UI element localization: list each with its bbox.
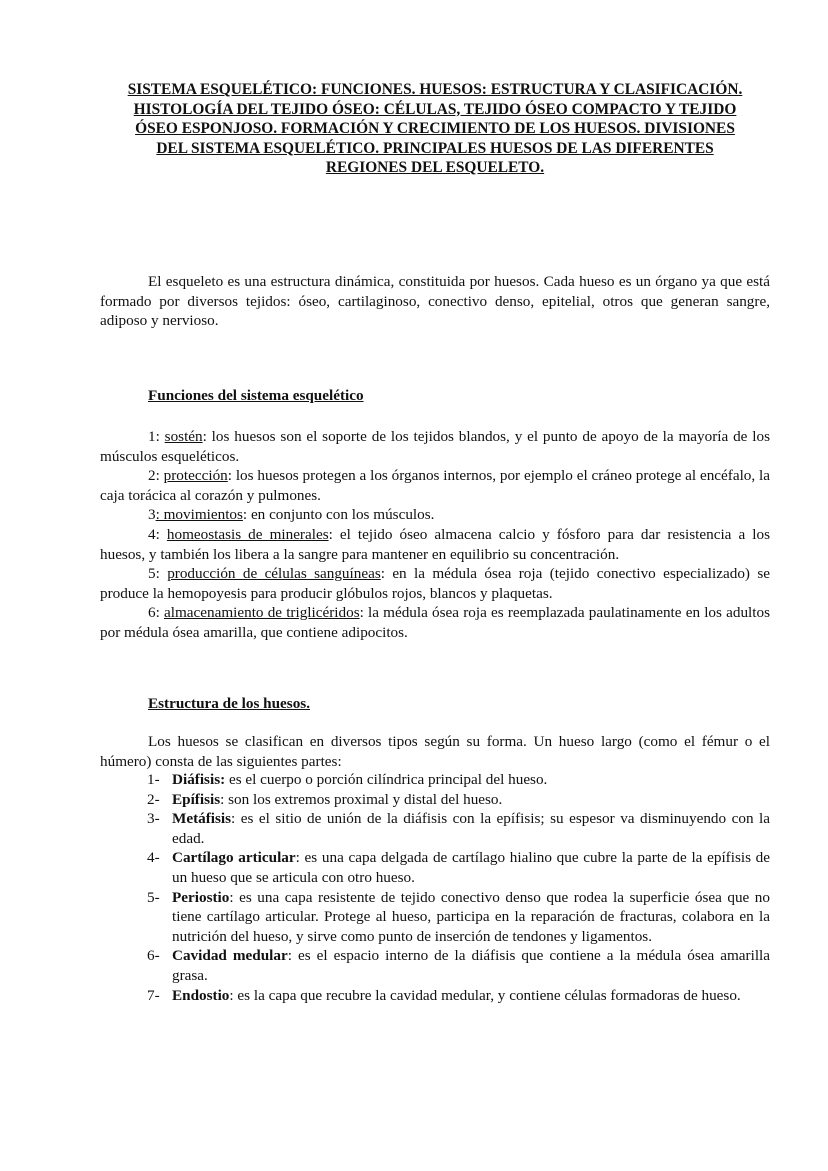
functions-heading: Funciones del sistema esquelético <box>148 387 364 404</box>
function-text: : la médula ósea roja es reemplazada paulatinamente en los adultos por médula ósea amarilla, que contiene adipocitos. <box>100 604 770 641</box>
bone-parts-list <box>100 770 770 1005</box>
structure-intro: Los huesos se clasifican en diversos tipos según su forma. Un hueso largo (como el fémur o el húmero) consta de las siguientes partes: <box>100 733 770 770</box>
function-item <box>100 603 770 642</box>
part-term: Metáfisis <box>172 810 232 828</box>
part-text: : es una capa delgada de cartílago hialino que cubre la parte de la epífisis de un hueso que se articula con otro hueso. <box>172 849 771 886</box>
function-term: : movimientos <box>155 506 243 524</box>
list-item <box>100 946 770 985</box>
list-item <box>100 986 770 1006</box>
list-number: 6- <box>147 947 160 965</box>
structure-heading: Estructura de los huesos. <box>148 695 311 712</box>
function-text: : en la médula ósea roja (tejido conectivo especializado) se produce la hemopoyesis para producir glóbulos rojos, blancos y plaquetas. <box>100 565 770 602</box>
function-item <box>100 427 770 466</box>
function-text: : el tejido óseo almacena calcio y fósforo para dar resistencia a los huesos, y también los libera a la sangre para mantener en equilibrio su concentración. <box>100 525 770 563</box>
function-number: 1: <box>148 428 165 445</box>
title-line: SISTEMA ESQUELÉTICO: FUNCIONES. HUESOS: ESTRUCTURA Y CLASIFICACIÓN. <box>127 81 743 98</box>
function-term: protección <box>163 467 228 485</box>
list-number: 7- <box>147 986 160 1004</box>
part-term: Endostio <box>172 986 230 1004</box>
function-number: 4: <box>148 525 167 543</box>
list-number: 4- <box>147 849 160 867</box>
function-term: sostén <box>164 428 203 445</box>
part-text: : es el sitio de unión de la diáfisis con la epífisis; su espesor va disminuyendo con la edad. <box>172 810 770 847</box>
list-number: 5- <box>147 888 160 906</box>
function-term: almacenamiento de triglicéridos <box>164 604 360 622</box>
function-number: 3 <box>148 506 156 524</box>
list-number: 2- <box>147 790 160 808</box>
list-item <box>100 888 770 947</box>
title-line: REGIONES DEL ESQUELETO. <box>325 159 545 176</box>
title-line: DEL SISTEMA ESQUELÉTICO. PRINCIPALES HUESOS DE LAS DIFERENTES <box>156 139 714 157</box>
list-item <box>100 790 770 810</box>
part-text: : es la capa que recubre la cavidad medular, y contiene células formadoras de hueso. <box>229 986 741 1004</box>
function-item <box>100 466 770 505</box>
title-line: HISTOLOGÍA DEL TEJIDO ÓSEO: CÉLULAS, TEJIDO ÓSEO COMPACTO Y TEJIDO <box>133 100 737 118</box>
part-term: Periostio <box>172 888 230 906</box>
title-line: ÓSEO ESPONJOSO. FORMACIÓN Y CRECIMIENTO DE LOS HUESOS. DIVISIONES <box>135 120 735 137</box>
intro-paragraph: El esqueleto es una estructura dinámica, constituida por huesos. Cada hueso es un órgano ya que está formado por diversos tejidos: óseo, cartilaginoso, conectivo denso, epitelial, otros que generan sangre, adiposo y nervioso. <box>100 273 770 330</box>
function-number: 2: <box>148 467 164 485</box>
part-text: es el cuerpo o porción cilíndrica principal del hueso. <box>225 771 548 788</box>
function-number: 6: <box>148 604 164 622</box>
function-item <box>100 525 770 564</box>
part-term: Epífisis <box>172 790 221 808</box>
list-number: 3- <box>147 810 160 828</box>
part-text: : son los extremos proximal y distal del hueso. <box>220 790 503 808</box>
function-text: : los huesos protegen a los órganos internos, por ejemplo el cráneo protege al encéfalo, la caja torácica al corazón y pulmones. <box>100 467 770 504</box>
part-term: Cartílago articular <box>172 849 296 867</box>
part-text: : es una capa resistente de tejido conectivo denso que rodea la superficie ósea que no tiene cartílago articular. Protege al hueso, participa en la reparación de fracturas, colabora en la nutrición del hueso, y sirve como punto de inserción de tendones y ligamentos. <box>172 888 770 945</box>
function-item <box>100 564 770 603</box>
function-item <box>100 505 770 525</box>
list-number: 1- <box>147 771 160 788</box>
list-item <box>100 848 770 887</box>
function-text: : en conjunto con los músculos. <box>242 506 435 524</box>
list-item <box>100 770 770 790</box>
function-number: 5: <box>148 565 168 583</box>
function-term: homeostasis de minerales <box>166 525 329 543</box>
list-item <box>100 809 770 848</box>
part-text: : es el espacio interno de la diáfisis que contiene a la médula ósea amarilla grasa. <box>172 947 770 984</box>
function-text: : los huesos son el soporte de los tejidos blandos, y el punto de apoyo de la mayoría de los músculos esqueléticos. <box>100 428 770 465</box>
function-term: producción de células sanguíneas <box>167 565 381 583</box>
document-title <box>90 80 780 178</box>
part-term: Diáfisis: <box>172 771 226 788</box>
part-term: Cavidad medular <box>172 947 288 965</box>
functions-list <box>100 427 770 643</box>
